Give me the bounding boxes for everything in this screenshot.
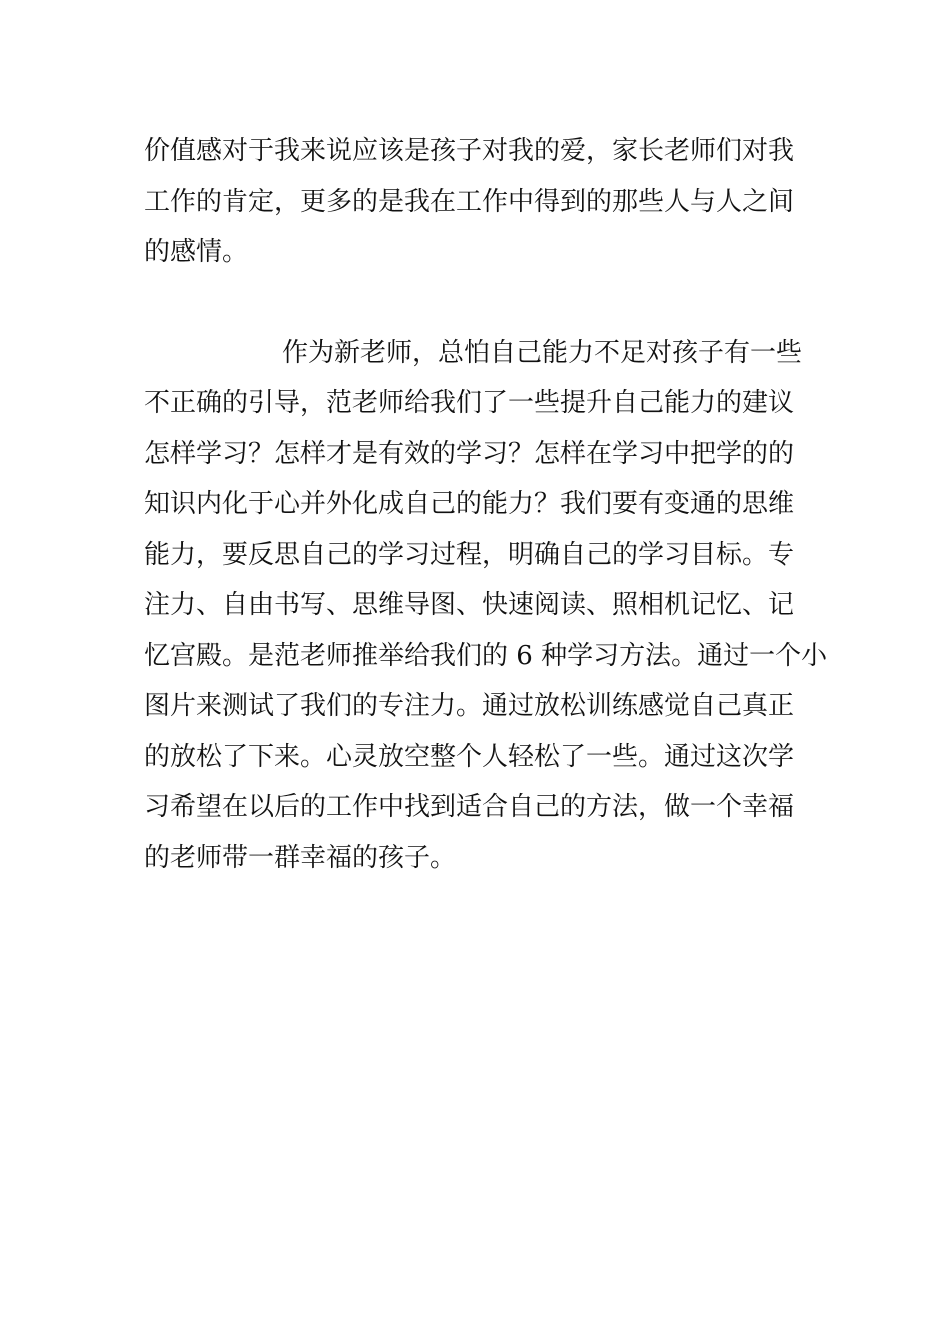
text-line: 作为新老师，总怕自己能力不足对孩子有一些	[282, 337, 803, 368]
text-line: 的放松了下来。心灵放空整个人轻松了一些。通过这次学	[144, 741, 795, 772]
text-line: 不正确的引导，范老师给我们了一些提升自己能力的建议	[144, 388, 795, 418]
text-line: 能力，要反思自己的学习过程，明确自己的学习目标。专	[144, 539, 795, 570]
text-line: 图片来测试了我们的专注力。通过放松训练感觉自己真正	[144, 691, 795, 721]
text-line: 怎样学习？怎样才是有效的学习？怎样在学习中把学的的	[144, 438, 795, 469]
text-line: 的老师带一群幸福的孩子。	[144, 842, 457, 873]
text-line: 忆宫殿。是范老师推举给我们的 6 种学习方法。通过一个小	[144, 640, 828, 671]
text-line: 知识内化于心并外化成自己的能力？我们要有变通的思维	[144, 489, 795, 519]
document-body	[144, 126, 828, 883]
text-line: 习希望在以后的工作中找到适合自己的方法，做一个幸福	[144, 792, 795, 822]
paragraph-1	[144, 126, 808, 278]
text-line: 注力、自由书写、思维导图、快速阅读、照相机记忆、记	[144, 590, 795, 620]
text-line: 的感情。	[144, 237, 249, 267]
paragraph-spacer	[144, 278, 808, 328]
text-line: 价值感对于我来说应该是孩子对我的爱，家长老师们对我	[144, 136, 795, 166]
text-line: 工作的肯定，更多的是我在工作中得到的那些人与人之间	[144, 186, 795, 217]
paragraph-2	[144, 328, 828, 884]
